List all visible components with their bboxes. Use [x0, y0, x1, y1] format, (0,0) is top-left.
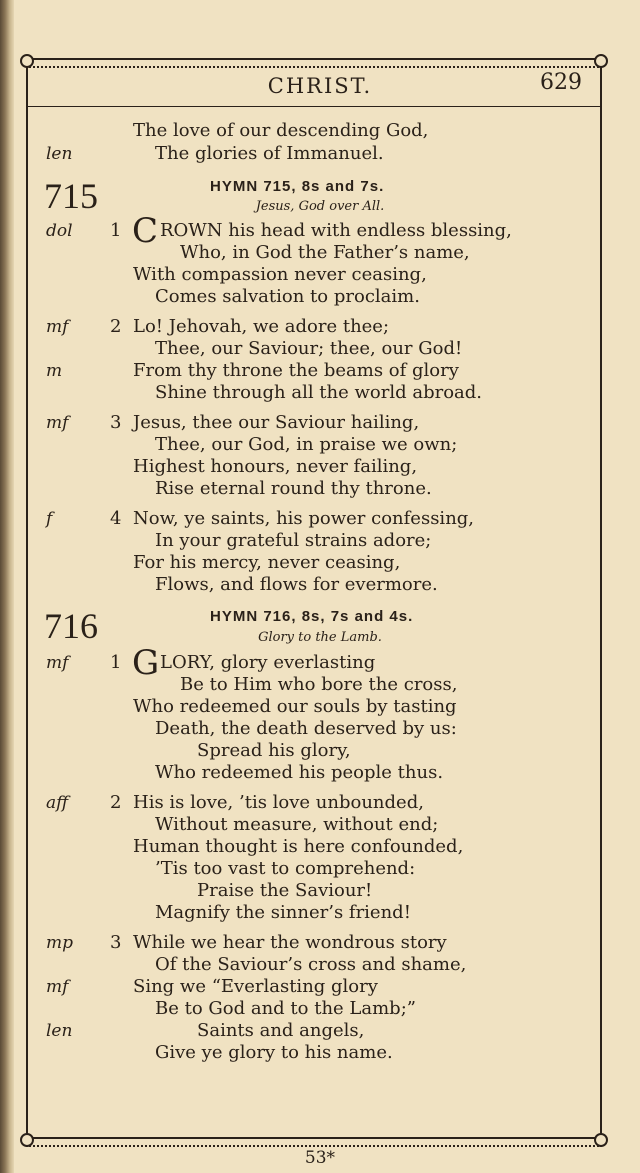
dynamic-mark: len — [46, 1021, 73, 1041]
signature-mark: 53* — [304, 1148, 336, 1168]
verse-line: Lo! Jehovah, we adore thee; — [133, 316, 390, 337]
verse-line: Jesus, thee our Saviour hailing, — [133, 412, 420, 433]
verse-line: Saints and angels, — [197, 1020, 365, 1041]
verse-line: Praise the Saviour! — [197, 880, 373, 901]
border-right — [600, 62, 602, 1140]
verse-line: Comes salvation to proclaim. — [155, 286, 420, 307]
book-spine-shadow — [0, 0, 14, 1173]
dynamic-mark: aff — [46, 793, 69, 813]
hymn-title: HYMN 715, 8s and 7s. — [210, 178, 385, 195]
border-bottom — [26, 1137, 602, 1147]
verse-line: Death, the death deserved by us: — [155, 718, 457, 739]
verse-number: 3 — [110, 932, 122, 953]
verse-line: Who, in God the Father’s name, — [180, 242, 470, 263]
hymn-subtitle: Jesus, God over All. — [255, 199, 385, 214]
verse-line: Rise eternal round thy throne. — [155, 478, 432, 499]
border-ornament — [20, 54, 34, 68]
verse-line: The love of our descending God, — [133, 120, 429, 141]
dynamic-mark: mp — [46, 933, 74, 953]
verse-number: 2 — [110, 792, 122, 813]
verse-line: The glories of Immanuel. — [155, 143, 384, 164]
drop-cap: C — [132, 211, 159, 251]
verse-line: Spread his glory, — [197, 740, 351, 761]
verse-number: 2 — [110, 316, 122, 337]
dynamic-mark: len — [46, 144, 73, 164]
hymn-subtitle: Glory to the Lamb. — [258, 630, 382, 645]
verse-line: Thee, our Saviour; thee, our God! — [155, 338, 463, 359]
verse-line: From thy throne the beams of glory — [133, 360, 459, 381]
verse-number: 4 — [110, 508, 122, 529]
verse-line: Be to Him who bore the cross, — [180, 674, 458, 695]
verse-line: LORY, glory everlasting — [160, 652, 376, 673]
verse-line: Now, ye saints, his power confessing, — [133, 508, 475, 529]
verse-line: With compassion never ceasing, — [133, 264, 427, 285]
verse-line: For his mercy, never ceasing, — [133, 552, 401, 573]
drop-cap: G — [132, 643, 160, 683]
verse-number: 1 — [110, 220, 122, 241]
hymn-number: 715 — [44, 176, 98, 216]
verse-number: 1 — [110, 652, 122, 673]
border-left — [26, 62, 28, 1140]
verse-line: Sing we “Everlasting glory — [133, 976, 378, 997]
border-top — [26, 58, 602, 68]
border-ornament — [20, 1133, 34, 1147]
verse-line: ’Tis too vast to comprehend: — [155, 858, 416, 879]
dynamic-mark: mf — [46, 977, 69, 997]
verse-line: Who redeemed his people thus. — [155, 762, 444, 783]
verse-line: Magnify the sinner’s friend! — [155, 902, 411, 923]
verse-line: Highest honours, never failing, — [133, 456, 418, 477]
running-header: CHRIST. — [267, 74, 373, 98]
dynamic-mark: m — [46, 361, 63, 381]
header-rule — [26, 106, 602, 107]
verse-line: In your grateful strains adore; — [155, 530, 432, 551]
hymn-title: HYMN 716, 8s, 7s and 4s. — [210, 608, 414, 625]
verse-line: ROWN his head with endless blessing, — [160, 220, 512, 241]
verse-number: 3 — [110, 412, 122, 433]
page-number: 629 — [540, 70, 582, 95]
verse-line: Be to God and to the Lamb;” — [155, 998, 416, 1019]
hymn-number: 716 — [44, 606, 98, 646]
dynamic-mark: mf — [46, 653, 69, 673]
dynamic-mark: f — [46, 509, 53, 529]
verse-line: Thee, our God, in praise we own; — [155, 434, 458, 455]
verse-line: Who redeemed our souls by tasting — [133, 696, 457, 717]
border-ornament — [594, 1133, 608, 1147]
verse-line: While we hear the wondrous story — [133, 932, 447, 953]
verse-line: Give ye glory to his name. — [155, 1042, 393, 1063]
dynamic-mark: mf — [46, 317, 69, 337]
dynamic-mark: mf — [46, 413, 69, 433]
dynamic-mark: dol — [46, 221, 73, 241]
verse-line: Flows, and flows for evermore. — [155, 574, 438, 595]
verse-line: Shine through all the world abroad. — [155, 382, 483, 403]
verse-line: Human thought is here confounded, — [133, 836, 464, 857]
border-ornament — [594, 54, 608, 68]
verse-line: His is love, ’tis love unbounded, — [133, 792, 424, 813]
verse-line: Without measure, without end; — [155, 814, 439, 835]
verse-line: Of the Saviour’s cross and shame, — [155, 954, 467, 975]
